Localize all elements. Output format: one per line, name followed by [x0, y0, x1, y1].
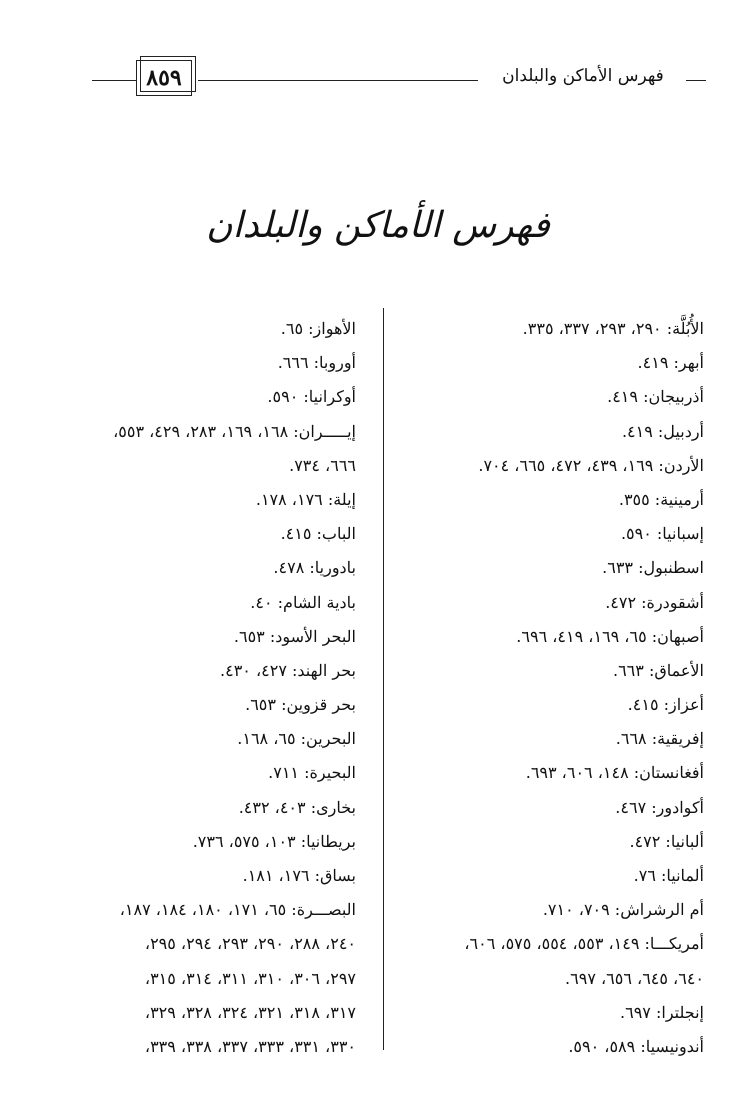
- index-entry: ٢٩٧، ٣٠٦، ٣١٠، ٣١١، ٣١٤، ٣١٥،: [144, 968, 356, 988]
- index-entry: أذربيجان: ٤١٩.: [607, 387, 704, 407]
- index-entry: الأعماق: ٦٦٣.: [612, 660, 704, 680]
- index-entry: اسطنبول: ٦٣٣.: [602, 558, 704, 578]
- index-entry: إفريقية: ٦٦٨.: [615, 729, 704, 749]
- index-entry: أشقودرة: ٤٧٢.: [605, 592, 704, 612]
- index-entry: ٦٦٦، ٧٣٤.: [289, 455, 356, 475]
- index-entry: أصبهان: ٦٥، ١٦٩، ٤١٩، ٦٩٦.: [516, 626, 704, 646]
- index-entry: بخارى: ٤٠٣، ٤٣٢.: [238, 797, 356, 817]
- header-rule-right: [198, 80, 478, 81]
- index-entry: إسبانيا: ٥٩٠.: [620, 524, 704, 544]
- header-rule-left: [92, 80, 136, 81]
- index-entry: البحيرة: ٧١١.: [268, 763, 356, 783]
- index-entry: أعزاز: ٤١٥.: [627, 695, 704, 715]
- index-entry: ٢٤٠، ٢٨٨، ٢٩٠، ٢٩٣، ٢٩٤، ٢٩٥،: [144, 934, 356, 954]
- index-entry: البحرين: ٦٥، ١٦٨.: [237, 729, 356, 749]
- index-entry: ٣١٧، ٣١٨، ٣٢١، ٣٢٤، ٣٢٨، ٣٢٩،: [144, 1002, 356, 1022]
- index-entry: أوكرانيا: ٥٩٠.: [267, 387, 356, 407]
- index-entry: بحر الهند: ٤٢٧، ٤٣٠.: [220, 660, 356, 680]
- index-entry: بحر قزوين: ٦٥٣.: [245, 695, 356, 715]
- header-rule-tail: [686, 80, 706, 81]
- index-entry: أردبيل: ٤١٩.: [621, 421, 704, 441]
- index-entry: ٣٣٠، ٣٣١، ٣٣٣، ٣٣٧، ٣٣٨، ٣٣٩،: [144, 1036, 356, 1056]
- index-entry: بادوريا: ٤٧٨.: [273, 558, 356, 578]
- page-number-box: [136, 60, 192, 96]
- index-entry: الأُبُلَّة: ٢٩٠، ٢٩٣، ٣٣٧، ٣٣٥.: [522, 319, 704, 338]
- index-title: فهرس الأماكن والبلدان: [206, 205, 550, 246]
- index-entry: أفغانستان: ١٤٨، ٦٠٦، ٦٩٣.: [525, 763, 704, 783]
- index-entry: إيلة: ١٧٦، ١٧٨.: [255, 489, 356, 509]
- page-number: ٨٥٩: [146, 65, 182, 91]
- index-entry: الأهواز: ٦٥.: [280, 319, 356, 338]
- index-entry: أمريكـــا: ١٤٩، ٥٥٣، ٥٥٤، ٥٧٥، ٦٠٦،: [464, 934, 704, 954]
- index-entry: الباب: ٤١٥.: [280, 524, 356, 544]
- index-entry: بريطانيا: ١٠٣، ٥٧٥، ٧٣٦.: [192, 831, 356, 851]
- index-entry: ألمانيا: ٧٦.: [633, 866, 704, 885]
- column-divider: [383, 308, 384, 1050]
- index-entry: أكوادور: ٤٦٧.: [615, 797, 704, 817]
- index-entry: البحر الأسود: ٦٥٣.: [233, 626, 356, 646]
- index-entry: إنجلترا: ٦٩٧.: [620, 1002, 704, 1022]
- index-entry: الأردن: ١٦٩، ٤٣٩، ٤٧٢، ٦٦٥، ٧٠٤.: [478, 455, 704, 475]
- index-column-left: [36, 312, 356, 1064]
- index-entry: البصـــرة: ٦٥، ١٧١، ١٨٠، ١٨٤، ١٨٧،: [119, 900, 356, 920]
- index-entry: أندونيسيا: ٥٨٩، ٥٩٠.: [568, 1036, 704, 1056]
- index-entry: أبهر: ٤١٩.: [637, 353, 704, 373]
- index-entry: أرمينية: ٣٥٥.: [618, 489, 704, 509]
- index-entry: ٦٤٠، ٦٤٥، ٦٥٦، ٦٩٧.: [565, 968, 704, 988]
- index-column-right: [404, 312, 704, 1064]
- index-entry: أوروبا: ٦٦٦.: [277, 353, 356, 373]
- index-entry: بادية الشام: ٤٠.: [250, 592, 356, 612]
- running-title: فهرس الأماكن والبلدان: [502, 66, 664, 86]
- index-entry: ألبانيا: ٤٧٢.: [629, 831, 704, 851]
- index-entry: أم الرشراش: ٧٠٩، ٧١٠.: [542, 900, 704, 920]
- index-entry: بساق: ١٧٦، ١٨١.: [242, 866, 356, 885]
- index-entry: إيـــــران: ١٦٨، ١٦٩، ٢٨٣، ٤٢٩، ٥٥٣،: [113, 421, 356, 441]
